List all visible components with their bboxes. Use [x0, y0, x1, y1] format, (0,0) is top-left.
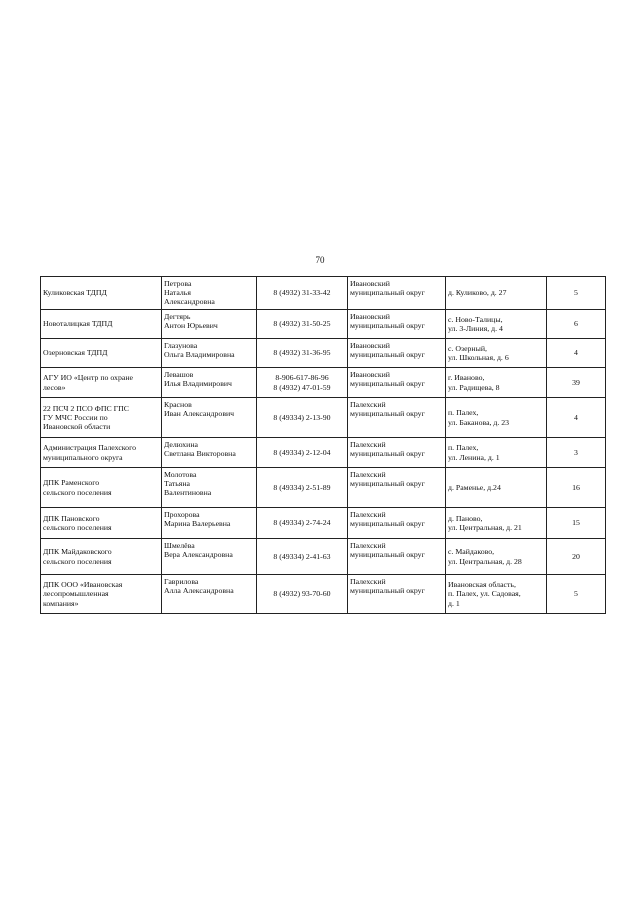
contact-person-cell — [162, 368, 257, 398]
phone-cell — [257, 575, 348, 614]
contact-person-cell-line: Алла Александровна — [164, 586, 234, 596]
phone-cell — [257, 398, 348, 438]
phone-cell-line: 8 (49334) 2-74-24 — [273, 518, 331, 528]
contact-person-cell-line: Краснов — [164, 400, 192, 409]
district-cell-line: Палехский — [350, 400, 386, 409]
count-cell: 5 — [547, 277, 606, 310]
contact-person-cell-line: Марина Валерьевна — [164, 519, 231, 529]
table-row — [41, 575, 606, 614]
organization-cell-line: АГУ ИО «Центр по охране — [43, 373, 133, 383]
district-cell-line: муниципальный округ — [350, 550, 425, 560]
address-cell — [446, 468, 547, 508]
table-row — [41, 468, 606, 508]
contact-person-cell-line: Дегтярь — [164, 312, 191, 321]
phone-cell-line: 8 (49334) 2-51-89 — [273, 482, 331, 492]
address-cell-line: ул. Баканова, д. 23 — [448, 417, 510, 427]
contacts-table-body — [41, 277, 606, 614]
organization-cell — [41, 398, 162, 438]
count-cell: 4 — [547, 398, 606, 438]
count-cell: 16 — [547, 468, 606, 508]
count-cell: 3 — [547, 438, 606, 468]
table-row — [41, 368, 606, 398]
address-cell-line: с. Ново-Талицы, — [448, 314, 503, 324]
contact-person-cell-line: Валентиновна — [164, 488, 212, 498]
contact-person-cell-line: Гаврилова — [164, 577, 199, 586]
district-cell — [348, 339, 446, 368]
table-row — [41, 539, 606, 575]
district-cell-line: Палехский — [350, 510, 386, 519]
phone-cell — [257, 368, 348, 398]
organization-cell — [41, 339, 162, 368]
district-cell-line: муниципальный округ — [350, 321, 425, 331]
count-cell: 15 — [547, 508, 606, 539]
phone-cell — [257, 339, 348, 368]
contact-person-cell — [162, 339, 257, 368]
district-cell-line: муниципальный округ — [350, 409, 425, 419]
address-cell-line: ул. Центральная, д. 21 — [448, 523, 522, 532]
contact-person-cell-line: Татьяна — [164, 479, 191, 489]
contact-person-cell-line: Шмелёва — [164, 541, 195, 550]
organization-cell-line: Ивановской области — [43, 422, 111, 432]
contact-person-cell — [162, 468, 257, 508]
contact-person-cell-line: Глазунова — [164, 341, 198, 350]
contact-person-cell-line: Александровна — [164, 297, 215, 307]
district-cell-line: муниципальный округ — [350, 350, 425, 360]
address-cell — [446, 368, 547, 398]
district-cell-line: муниципальный округ — [350, 379, 425, 389]
address-cell-line: п. Палех, — [448, 408, 479, 418]
organization-cell — [41, 468, 162, 508]
district-cell — [348, 468, 446, 508]
phone-cell-line: 8-906-617-86-96 — [275, 373, 329, 383]
phone-cell — [257, 310, 348, 339]
district-cell — [348, 438, 446, 468]
organization-cell-line: 22 ПСЧ 2 ПСО ФПС ГПС — [43, 403, 129, 413]
district-cell-line: Ивановский — [350, 279, 390, 288]
organization-cell-line: ДПК Раменского — [43, 478, 100, 488]
address-cell-line: д. 1 — [448, 598, 460, 608]
organization-cell-line: Администрация Палехского — [43, 443, 136, 453]
contact-person-cell-line: Вера Александровна — [164, 550, 233, 560]
organization-cell-line: сельского поселения — [43, 556, 112, 566]
phone-cell — [257, 468, 348, 508]
organization-cell-line: Новоталицкая ТДПД — [43, 319, 113, 329]
contact-person-cell-line: Светлана Викторовна — [164, 449, 236, 459]
district-cell — [348, 368, 446, 398]
table-row — [41, 310, 606, 339]
organization-cell — [41, 539, 162, 575]
district-cell — [348, 398, 446, 438]
organization-cell — [41, 438, 162, 468]
table-row — [41, 339, 606, 368]
organization-cell-line: лесов» — [43, 382, 66, 392]
address-cell — [446, 277, 547, 310]
phone-cell — [257, 438, 348, 468]
organization-cell — [41, 508, 162, 539]
district-cell — [348, 508, 446, 539]
address-cell-line: ул. Радищева, 8 — [448, 382, 500, 392]
organization-cell-line: лесопромышленная — [43, 589, 109, 599]
table-row — [41, 438, 606, 468]
organization-cell-line: ДПК Майдаковского — [43, 547, 112, 557]
organization-cell — [41, 575, 162, 614]
phone-cell-line: 8 (49334) 2-41-63 — [273, 551, 331, 561]
organization-cell-line: ГУ МЧС России по — [43, 412, 108, 422]
count-cell: 6 — [547, 310, 606, 339]
address-cell — [446, 539, 547, 575]
contacts-table — [40, 276, 606, 614]
contact-person-cell-line: Левашов — [164, 370, 194, 379]
district-cell-line: Палехский — [350, 440, 386, 449]
address-cell-line: ул. Центральная, д. 28 — [448, 556, 522, 566]
organization-cell — [41, 277, 162, 310]
address-cell-line: д. Раменье, д.24 — [448, 482, 501, 492]
address-cell-line: п. Палех, — [448, 443, 479, 453]
contact-person-cell-line: Илья Владимирович — [164, 379, 232, 389]
address-cell — [446, 310, 547, 339]
district-cell-line: муниципальный округ — [350, 449, 425, 459]
district-cell-line: Палехский — [350, 541, 386, 550]
organization-cell-line: сельского поселения — [43, 487, 112, 497]
contact-person-cell — [162, 277, 257, 310]
phone-cell-line: 8 (4932) 93-70-60 — [273, 589, 331, 599]
phone-cell-line: 8 (4932) 31-50-25 — [273, 319, 331, 329]
contact-person-cell — [162, 539, 257, 575]
phone-cell — [257, 508, 348, 539]
address-cell — [446, 398, 547, 438]
phone-cell-line: 8 (4932) 31-36-95 — [273, 348, 331, 358]
organization-cell — [41, 310, 162, 339]
district-cell-line: муниципальный округ — [350, 519, 425, 529]
contact-person-cell-line: Антон Юрьевич — [164, 321, 218, 331]
contact-person-cell — [162, 310, 257, 339]
organization-cell-line: компания» — [43, 598, 79, 608]
contact-person-cell-line: Наталья — [164, 288, 191, 298]
count-cell: 4 — [547, 339, 606, 368]
address-cell — [446, 339, 547, 368]
organization-cell — [41, 368, 162, 398]
address-cell-line: ул. Ленина, д. 1 — [448, 452, 500, 462]
address-cell — [446, 438, 547, 468]
district-cell — [348, 277, 446, 310]
address-cell-line: Ивановская область, — [448, 580, 516, 590]
phone-cell-line: 8 (4932) 31-33-42 — [273, 288, 331, 298]
contact-person-cell-line: Иван Александрович — [164, 409, 235, 419]
address-cell — [446, 575, 547, 614]
district-cell — [348, 310, 446, 339]
address-cell-line: ул. 3-Линия, д. 4 — [448, 324, 503, 333]
contact-person-cell-line: Молотова — [164, 470, 197, 479]
contact-person-cell — [162, 508, 257, 539]
contact-person-cell — [162, 398, 257, 438]
organization-cell-line: ДПК Пановского — [43, 513, 100, 523]
table-row — [41, 398, 606, 438]
district-cell-line: Ивановский — [350, 370, 390, 379]
phone-cell — [257, 277, 348, 310]
count-cell: 5 — [547, 575, 606, 614]
district-cell-line: муниципальный округ — [350, 479, 425, 489]
count-cell: 39 — [547, 368, 606, 398]
address-cell-line: ул. Школьная, д. 6 — [448, 353, 509, 362]
table-row — [41, 508, 606, 539]
address-cell-line: с. Майдаково, — [448, 547, 495, 557]
phone-cell-line: 8 (49334) 2-12-04 — [273, 447, 331, 457]
district-cell-line: муниципальный округ — [350, 288, 425, 298]
district-cell-line: Ивановский — [350, 341, 390, 350]
district-cell-line: Ивановский — [350, 312, 390, 321]
count-cell: 20 — [547, 539, 606, 575]
district-cell-line: Палехский — [350, 470, 386, 479]
contact-person-cell-line: Прохорова — [164, 510, 200, 519]
organization-cell-line: муниципального округа — [43, 452, 123, 462]
district-cell-line: Палехский — [350, 577, 386, 586]
contact-person-cell-line: Петрова — [164, 279, 192, 288]
page-number: 70 — [315, 255, 325, 265]
address-cell-line: г. Иваново, — [448, 373, 485, 383]
district-cell-line: муниципальный округ — [350, 586, 425, 596]
organization-cell-line: ДПК ООО «Ивановская — [43, 580, 123, 590]
organization-cell-line: Озерновская ТДПД — [43, 348, 108, 358]
address-cell — [446, 508, 547, 539]
address-cell-line: д. Куликово, д. 27 — [448, 288, 507, 298]
organization-cell-line: сельского поселения — [43, 523, 112, 532]
contact-person-cell-line: Ольга Владимировна — [164, 350, 235, 360]
district-cell — [348, 539, 446, 575]
district-cell — [348, 575, 446, 614]
phone-cell-line: 8 (49334) 2-13-90 — [273, 412, 331, 422]
address-cell-line: д. Паново, — [448, 513, 483, 523]
table-row — [41, 277, 606, 310]
address-cell-line: п. Палех, ул. Садовая, — [448, 589, 521, 599]
contact-person-cell-line: Делюхина — [164, 440, 198, 449]
address-cell-line: с. Озерный, — [448, 343, 487, 353]
organization-cell-line: Куликовская ТДПД — [43, 288, 107, 298]
phone-cell-line: 8 (4932) 47-01-59 — [273, 382, 331, 392]
contact-person-cell — [162, 438, 257, 468]
contact-person-cell — [162, 575, 257, 614]
phone-cell — [257, 539, 348, 575]
